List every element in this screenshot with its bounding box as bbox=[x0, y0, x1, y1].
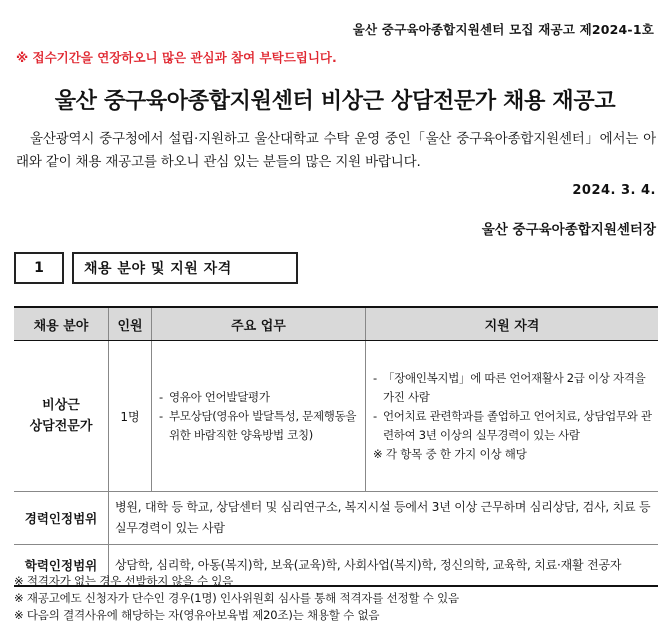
qualifications-cell bbox=[366, 341, 659, 492]
header-qualifications: 지원 자격 bbox=[366, 307, 659, 341]
count-cell: 1명 bbox=[109, 341, 152, 492]
table-row bbox=[14, 341, 658, 492]
qualification-note: ※ 각 항목 중 한 가지 이상 해당 bbox=[373, 447, 527, 461]
table-header-row bbox=[14, 307, 658, 341]
section-heading bbox=[14, 252, 298, 284]
field-cell bbox=[14, 341, 109, 492]
page-title: 울산 중구육아종합지원센터 비상근 상담전문가 채용 재공고 bbox=[54, 89, 616, 114]
section-title: 채용 분야 및 지원 자격 bbox=[72, 252, 298, 284]
qualifications-list bbox=[367, 369, 657, 445]
qualification-item: - 언어치료 관련학과를 졸업하고 언어치료, 상담업무와 관련하여 3년 이상의 실무경력이 있는 사람 bbox=[373, 407, 653, 445]
qualification-item: - 「장애인복지법」에 따른 언어재활사 2급 이상 자격을 가진 사람 bbox=[373, 369, 653, 407]
recruitment-table bbox=[14, 306, 658, 587]
extension-notice: ※ 접수기간을 연장하오니 많은 관심과 참여 부탁드립니다. bbox=[16, 50, 337, 65]
duty-item: - 영유아 언어발달평가 bbox=[159, 388, 360, 407]
header-duties: 주요 업무 bbox=[152, 307, 366, 341]
header-field: 채용 분야 bbox=[14, 307, 109, 341]
document-number: 울산 중구육아종합지원센터 모집 재공고 제2024-1호 bbox=[352, 22, 654, 37]
section-number: 1 bbox=[14, 252, 64, 284]
footnote: ※ 적격자가 없는 경우 선발하지 않을 수 있음 bbox=[14, 574, 234, 588]
footnotes bbox=[14, 573, 459, 624]
field-line: 비상근 bbox=[42, 398, 80, 413]
issuer-name: 울산 중구육아종합지원센터장 bbox=[481, 222, 656, 238]
duty-item: - 부모상담(영유아 발달특성, 문제행동을 위한 바람직한 양육방법 코칭) bbox=[159, 407, 360, 445]
footnote: ※ 재공고에도 신청자가 단수인 경우(1명) 인사위원회 심사를 통해 적격자를 선정할 수 있음 bbox=[14, 591, 459, 605]
intro-paragraph: 울산광역시 중구청에서 설립·지원하고 울산대학교 수탁 운영 중인「울산 중구육아종합지원센터」에서는 아래와 같이 채용 재공고를 하오니 관심 있는 분들의 많은 지원 바랍니다. bbox=[16, 131, 656, 170]
footnote: ※ 다음의 결격사유에 해당하는 자(영유아보육법 제20조)는 채용할 수 없음 bbox=[14, 608, 380, 622]
duties-cell bbox=[152, 341, 366, 492]
header-count: 인원 bbox=[109, 307, 152, 341]
duties-list bbox=[153, 388, 364, 445]
field-line: 상담전문가 bbox=[29, 419, 93, 434]
table-row bbox=[14, 492, 658, 545]
experience-text: 병원, 대학 등 학교, 상담센터 및 심리연구소, 복지시설 등에서 3년 이상 근무하며 심리상담, 검사, 치료 등 실무경력이 있는 사람 bbox=[109, 492, 659, 545]
announcement-date: 2024. 3. 4. bbox=[572, 183, 656, 198]
education-text: 상담학, 심리학, 아동(복지)학, 보육(교육)학, 사회사업(복지)학, 정신의학, 교육학, 치료·재활 전공자 bbox=[109, 545, 659, 587]
education-label: 학력인정범위 bbox=[14, 545, 109, 587]
experience-label: 경력인정범위 bbox=[14, 492, 109, 545]
